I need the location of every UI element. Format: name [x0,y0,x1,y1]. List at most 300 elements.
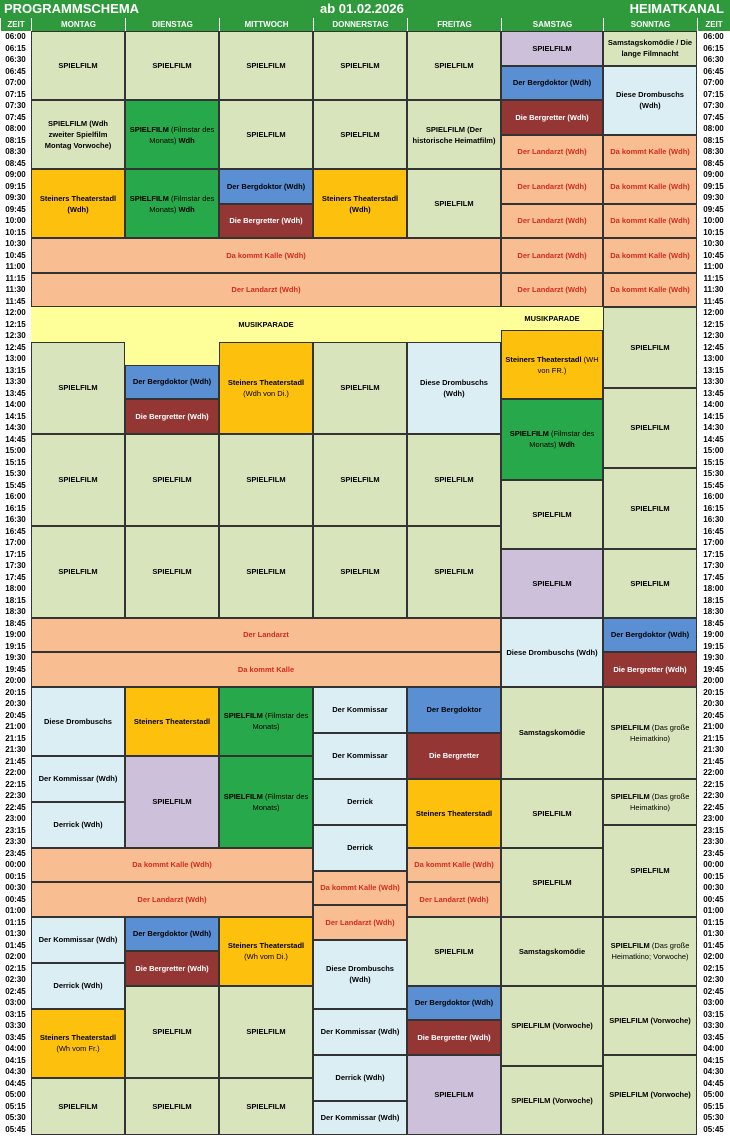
program-block-steiners-theaterstadl-wdh-von-di [219,342,313,434]
time-label: 14:30 [703,423,724,432]
time-label: 08:45 [5,158,26,168]
program-title: Der Landarzt (Wdh) [231,285,301,295]
time-label: 15:00 [703,446,724,455]
program-title: Der Landarzt (Wdh) [517,147,587,157]
program-block-da-kommt-kalle-wdh [603,169,697,204]
time-label: 11:45 [703,296,724,306]
program-block-der-landarzt-wdh [501,238,603,273]
program-block-da-kommt-kalle-wdh [407,848,501,883]
time-label: 13:45 [5,388,26,398]
program-title: Steiners Theaterstadl (Wh vom Fr.) [39,1033,117,1053]
program-title: SPIELFILM [340,130,380,139]
program-block-steiners-theaterstadl-wh-vom-fr [31,1009,125,1078]
program-block-der-landarzt-wdh [31,273,501,308]
program-title: SPIELFILM (Filmstar des Monats) Wdh [129,193,215,214]
program-block-diese-drombuschs-wdh [407,342,501,434]
program-block-spielfilm [313,526,407,618]
program-block-steiners-theaterstadl-wh-vom-di [219,917,313,986]
time-label: 13:00 [703,354,724,363]
program-block-der-kommissar-wdh [313,1009,407,1055]
program-block-spielfilm-vorwoche [501,1066,603,1135]
time-label: 08:30 [5,147,26,156]
time-label: 02:45 [703,986,724,996]
time-label: 13:45 [703,388,724,398]
program-title: Die Bergretter (Wdh) [515,112,589,122]
time-label: 20:45 [703,710,724,720]
program-title: Diese Drombuschs (Wdh) [616,90,684,110]
time-label: 06:45 [5,66,26,76]
program-block-der-landarzt-wdh [501,169,603,204]
time-label: 03:00 [703,998,724,1007]
time-label: 00:15 [5,871,26,881]
time-label: 20:30 [703,699,724,708]
time-label: 14:45 [5,434,26,444]
time-label: 12:45 [703,342,724,352]
program-title: SPIELFILM (Das große Heimatkino; Vorwoche) [610,941,690,961]
time-label: 23:00 [5,814,26,823]
time-label: 17:45 [703,572,724,582]
program-title: SPIELFILM [630,866,670,875]
time-label: 10:15 [5,227,26,237]
time-label: 09:45 [703,204,724,214]
program-title: Steiners Theaterstadl (Wdh von Di.) [227,377,305,398]
time-label: 23:15 [5,825,26,835]
program-block-spielfilm [219,1078,313,1136]
time-label: 05:15 [5,1101,26,1111]
program-block-da-kommt-kalle-wdh [313,871,407,906]
time-label: 10:00 [5,216,26,225]
time-label: 11:30 [703,285,724,294]
program-block-spielfilm [125,756,219,848]
program-block-spielfilm [125,1078,219,1136]
program-title: Da kommt Kalle (Wdh) [610,181,690,191]
time-label: 07:15 [5,89,26,99]
program-title: SPIELFILM [58,61,98,70]
time-label: 04:00 [703,1044,724,1053]
time-label: 22:45 [703,802,724,812]
program-block-derrick-wdh [31,802,125,848]
program-block-da-kommt-kalle-wdh [603,238,697,273]
time-label: 22:15 [5,779,26,789]
time-label: 05:30 [703,1113,724,1122]
program-block-der-kommissar [313,687,407,733]
time-label: 13:15 [703,365,724,375]
program-title: Die Bergretter (Wdh) [613,664,687,674]
program-title: SPIELFILM (Vorwoche) [511,1096,593,1105]
time-label: 13:30 [703,377,724,386]
column-header-donnerstag: DONNERSTAG [313,18,407,31]
time-label: 18:30 [5,607,26,616]
time-label: 02:15 [703,963,724,973]
program-block-filler [125,342,219,365]
program-title: MUSIKPARADE [238,319,294,329]
program-title: Da kommt Kalle (Wdh) [320,883,400,893]
time-label: 12:00 [703,308,724,317]
program-title: SPIELFILM [246,567,286,576]
time-label: 09:45 [5,204,26,214]
program-title: Steiners Theaterstadl (Wdh) [39,193,117,214]
program-title: Steiners Theaterstadl (Wdh) [321,193,399,214]
time-label: 15:45 [703,480,724,490]
time-label: 21:30 [5,745,26,754]
time-label: 23:45 [5,848,26,858]
program-title: SPIELFILM [630,423,670,433]
program-title: SPIELFILM [58,475,98,484]
time-label: 16:30 [703,515,724,524]
time-label: 16:45 [5,526,26,536]
program-block-der-kommissar-wdh [31,756,125,802]
program-title: Der Landarzt (Wdh) [137,894,207,904]
time-label: 21:00 [5,722,26,731]
time-label: 11:45 [5,296,26,306]
program-block-da-kommt-kalle-wdh [31,848,313,883]
program-title: Derrick [347,797,373,806]
time-label: 04:15 [5,1055,26,1065]
program-block-spielfilm [31,342,125,434]
program-title: SPIELFILM [434,475,474,484]
program-block-spielfilm [313,434,407,526]
program-block-der-bergdoktor-wdh [219,169,313,204]
program-title: Da kommt Kalle (Wdh) [610,285,690,295]
time-label: 22:45 [5,802,26,812]
time-label: 17:15 [5,549,26,559]
time-label: 03:15 [5,1009,26,1019]
time-label: 22:30 [5,791,26,800]
program-block-spielfilm [125,526,219,618]
time-label: 12:30 [703,331,724,340]
time-label: 14:00 [703,400,724,409]
program-block-derrick-wdh [31,963,125,1009]
program-block-diese-drombuschs-wdh [313,940,407,1009]
program-block-spielfilm [219,434,313,526]
time-label: 18:30 [703,607,724,616]
program-title: Der Kommissar (Wdh) [38,774,118,783]
time-label: 05:45 [5,1124,26,1134]
program-block-spielfilm [501,779,603,848]
program-block-diese-drombuschs-wdh [501,618,603,687]
time-label: 18:45 [5,618,26,628]
program-block-spielfilm [313,342,407,434]
time-label: 10:30 [703,239,724,248]
time-label: 07:45 [5,112,26,122]
program-title: SPIELFILM (Filmstar des Monats) [223,791,309,812]
program-title: Der Kommissar (Wdh) [320,1113,400,1123]
time-column-right [697,31,730,1135]
program-title: SPIELFILM [630,342,670,352]
program-title: SPIELFILM [246,1101,286,1111]
time-label: 07:30 [5,101,26,110]
program-title: SPIELFILM (Vorwoche) [511,1021,593,1031]
time-label: 07:15 [703,89,724,99]
channel-name: HEIMATKANAL [629,1,724,16]
page-title: PROGRAMMSCHEMA [4,1,140,16]
time-label: 03:30 [5,1021,26,1030]
column-header-samstag: SAMSTAG [501,18,603,31]
program-block-spielfilm [219,100,313,169]
time-label: 19:00 [703,630,724,639]
program-title: SPIELFILM [152,797,192,806]
time-label: 11:00 [5,262,26,271]
program-title: SPIELFILM [152,1027,192,1036]
time-label: 19:30 [703,653,724,662]
time-label: 06:00 [703,32,724,41]
program-title: SPIELFILM [434,199,474,208]
program-block-spielfilm [313,100,407,169]
program-block-spielfilm-vorwoche [603,1055,697,1136]
program-block-spielfilm-vorwoche [501,986,603,1067]
time-label: 09:00 [703,170,724,179]
time-label: 08:00 [5,124,26,133]
program-block-der-landarzt-wdh [407,882,501,917]
time-label: 02:15 [5,963,26,973]
program-title: Steiners Theaterstadl (Wh vom Di.) [227,941,305,961]
time-label: 15:15 [703,457,724,467]
program-title: Da kommt Kalle (Wdh) [132,860,212,870]
program-block-der-kommissar [313,733,407,779]
program-block-der-bergdoktor-wdh [603,618,697,653]
time-label: 01:00 [703,906,724,915]
time-label: 17:00 [5,538,26,547]
time-label: 21:00 [703,722,724,731]
program-title: SPIELFILM [532,578,572,588]
program-title: Der Bergdoktor (Wdh) [226,181,306,191]
time-label: 21:45 [703,756,724,766]
program-block-die-bergretter [407,733,501,779]
program-block-da-kommt-kalle-wdh [31,238,501,273]
program-block-samstagskom-die [501,917,603,986]
program-block-derrick [313,825,407,871]
program-block-spielfilm-der-historische-heimatfilm [407,100,501,169]
program-title: SPIELFILM [246,61,286,70]
program-title: SPIELFILM [340,475,380,484]
program-block-die-bergretter-wdh [501,100,603,135]
time-label: 11:15 [5,273,26,283]
program-title: Der Kommissar (Wdh) [320,1027,400,1036]
program-title: SPIELFILM [434,946,474,956]
time-label: 14:15 [5,411,26,421]
time-label: 19:45 [5,664,26,674]
program-title: Der Bergdoktor (Wdh) [414,998,494,1008]
time-label: 08:45 [703,158,724,168]
time-label: 20:15 [703,687,724,697]
time-label: 06:00 [5,32,26,41]
program-title: SPIELFILM [152,567,192,576]
time-label: 04:30 [5,1067,26,1076]
program-title: Der Kommissar (Wdh) [38,935,118,944]
program-title: SPIELFILM [434,1090,474,1100]
time-label: 05:15 [703,1101,724,1111]
program-block-der-bergdoktor-wdh [125,917,219,952]
time-label: 21:30 [703,745,724,754]
time-label: 01:15 [703,917,724,927]
program-block-spielfilm [501,31,603,66]
program-title: Der Bergdoktor (Wdh) [132,929,212,939]
time-label: 19:15 [703,641,724,651]
program-block-der-landarzt-wdh [501,204,603,239]
time-label: 00:15 [703,871,724,881]
program-title: SPIELFILM [532,808,572,818]
program-title: SPIELFILM [152,475,192,484]
program-block-die-bergretter-wdh [125,951,219,986]
program-block-spielfilm-filmstar-des-monats [219,756,313,848]
time-label: 03:00 [5,998,26,1007]
program-block-spielfilm [407,169,501,238]
program-block-diese-drombuschs [31,687,125,756]
program-block-steiners-theaterstadl-wh-von-fr [501,330,603,399]
time-label: 09:30 [703,193,724,202]
program-title: SPIELFILM [246,130,286,139]
time-label: 01:30 [703,929,724,938]
program-block-spielfilm [219,986,313,1078]
program-title: Der Landarzt (Wdh) [517,285,587,295]
time-label: 15:30 [703,469,724,478]
program-block-spielfilm [31,31,125,100]
program-block-samstagskom-die-die-lange-filmnacht [603,31,697,66]
program-block-spielfilm [125,434,219,526]
time-label: 07:00 [5,78,26,87]
time-label: 00:45 [5,894,26,904]
program-block-spielfilm-filmstar-des-monats-wdh [125,100,219,169]
program-block-spielfilm [501,848,603,917]
time-label: 15:45 [5,480,26,490]
program-block-steiners-theaterstadl [125,687,219,756]
program-block-spielfilm [313,31,407,100]
program-title: Samstagskomödie / Die lange Filmnacht [607,38,693,59]
program-block-steiners-theaterstadl-wdh [31,169,125,238]
time-label: 04:15 [703,1055,724,1065]
time-label: 22:30 [703,791,724,800]
time-label: 17:15 [703,549,724,559]
time-label: 04:00 [5,1044,26,1053]
program-block-spielfilm [501,480,603,549]
time-label: 02:30 [703,975,724,984]
time-label: 16:00 [5,492,26,501]
program-block-spielfilm-vorwoche [603,986,697,1055]
time-label: 03:30 [703,1021,724,1030]
time-label: 10:30 [5,239,26,248]
program-block-der-bergdoktor [407,687,501,733]
time-label: 02:45 [5,986,26,996]
program-block-spielfilm-wdh-zweiter-spielfilm-montag-vorwoche [31,100,125,169]
time-label: 06:15 [703,43,724,53]
time-label: 00:30 [5,883,26,892]
valid-from-date: ab 01.02.2026 [320,1,404,16]
time-label: 14:15 [703,411,724,421]
program-title: Die Bergretter (Wdh) [229,216,303,226]
program-block-spielfilm-das-gro-e-heimatkino [603,779,697,825]
time-label: 09:15 [703,181,724,191]
time-label: 02:00 [703,952,724,961]
program-block-da-kommt-kalle-wdh [603,204,697,239]
time-label: 01:30 [5,929,26,938]
program-block-spielfilm [125,31,219,100]
program-block-da-kommt-kalle [31,652,501,687]
program-block-spielfilm [407,526,501,618]
time-label: 20:15 [5,687,26,697]
program-title: Derrick (Wdh) [53,981,103,990]
program-title: Da kommt Kalle (Wdh) [226,250,306,260]
time-label: 10:00 [703,216,724,225]
time-label: 13:15 [5,365,26,375]
program-block-spielfilm [407,31,501,100]
time-label: 09:00 [5,170,26,179]
program-block-samstagskom-die [501,687,603,779]
program-block-die-bergretter-wdh [603,652,697,687]
program-title: SPIELFILM (Das große Heimatkino) [610,791,690,812]
program-title: Diese Drombuschs (Wdh) [420,377,488,398]
program-block-der-landarzt-wdh [501,273,603,308]
program-title: SPIELFILM (Vorwoche) [609,1090,691,1100]
program-block-spielfilm [603,549,697,618]
program-title: SPIELFILM [532,877,572,887]
time-label: 01:45 [703,940,724,950]
program-title: SPIELFILM (Vorwoche) [609,1015,691,1025]
program-title: Der Landarzt (Wdh) [325,917,395,927]
time-label: 17:30 [703,561,724,570]
time-label: 23:30 [703,837,724,846]
program-title: SPIELFILM [434,61,474,70]
time-label: 14:00 [5,400,26,409]
column-header-mittwoch: MITTWOCH [219,18,313,31]
program-block-der-kommissar-wdh [31,917,125,963]
program-block-spielfilm-filmstar-des-monats-wdh [125,169,219,238]
title-banner [0,0,730,18]
program-title: Der Landarzt [243,630,289,640]
time-label: 02:00 [5,952,26,961]
program-title: MUSIKPARADE [524,314,580,323]
program-block-spielfilm [501,549,603,618]
program-title: SPIELFILM [246,475,286,484]
time-label: 17:00 [703,538,724,547]
time-label: 19:45 [703,664,724,674]
time-label: 05:00 [703,1090,724,1099]
program-block-spielfilm [31,434,125,526]
program-title: Diese Drombuschs (Wdh) [326,964,394,984]
program-block-spielfilm-filmstar-des-monats [219,687,313,756]
time-label: 20:30 [5,699,26,708]
time-label: 17:45 [5,572,26,582]
program-title: Diese Drombuschs (Wdh) [506,647,598,657]
program-title: Samstagskomödie [518,946,586,956]
time-label: 13:00 [5,354,26,363]
program-block-spielfilm [31,1078,125,1136]
program-block-der-landarzt [31,618,501,653]
time-label: 12:15 [703,319,724,329]
time-label: 06:30 [703,55,724,64]
time-label: 16:00 [703,492,724,501]
program-block-der-landarzt-wdh [31,882,313,917]
time-label: 19:15 [5,641,26,651]
program-block-steiners-theaterstadl-wdh [313,169,407,238]
time-label: 20:00 [703,676,724,685]
time-label: 23:00 [703,814,724,823]
program-block-spielfilm-das-gro-e-heimatkino [603,687,697,779]
program-title: Die Bergretter (Wdh) [135,411,209,421]
program-title: Der Bergdoktor (Wdh) [610,630,690,640]
time-label: 22:15 [703,779,724,789]
time-label: 15:00 [5,446,26,455]
program-title: Da kommt Kalle (Wdh) [610,147,690,157]
time-label: 12:45 [5,342,26,352]
program-title: Steiners Theaterstadl (WH von FR.) [505,354,599,375]
time-label: 12:30 [5,331,26,340]
time-label: 05:45 [703,1124,724,1134]
time-label: 14:45 [703,434,724,444]
time-label: 19:30 [5,653,26,662]
program-title: Steiners Theaterstadl [415,808,493,818]
program-title: Derrick [347,843,373,852]
program-title: SPIELFILM [340,61,380,70]
